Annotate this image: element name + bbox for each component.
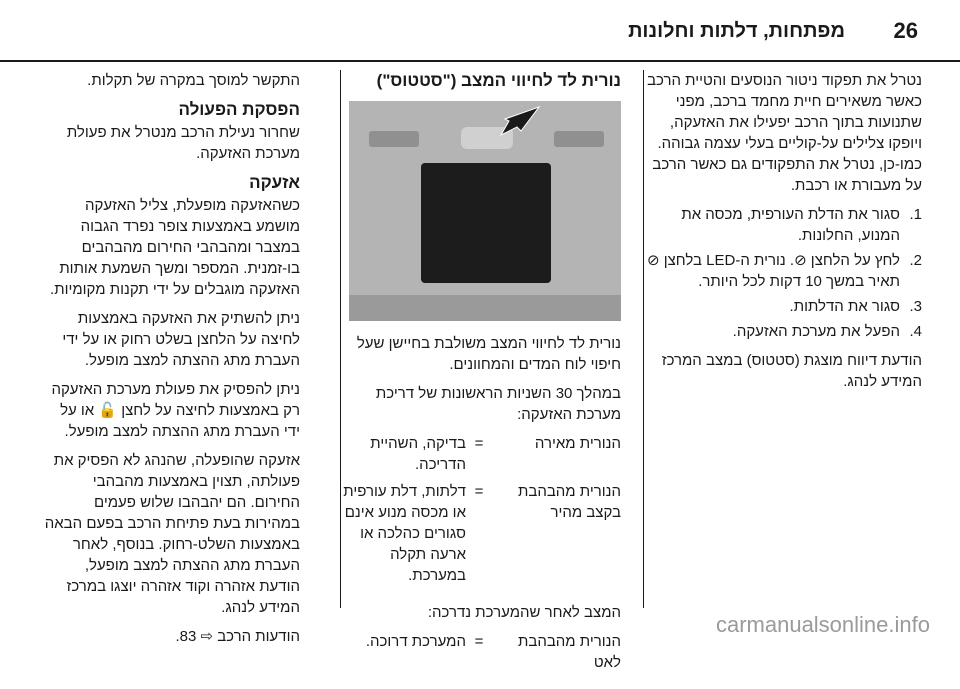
state-meaning: המערכת דרוכה. bbox=[365, 633, 466, 650]
right-column bbox=[642, 70, 922, 400]
state-meaning: דלתות, דלת עורפית או מכסה מנוע אינם סגורים כהלכה או ארעה תקלה במערכת. bbox=[343, 483, 466, 584]
right-outro-text: הודעת דיווח מוצגת (סטטוס) במצב המרכז המידע לנהג. bbox=[661, 352, 922, 390]
vehicle-messages-reference: הודעות הרכב ⇨ 83. bbox=[175, 628, 300, 645]
left-column bbox=[40, 70, 300, 655]
state-cell: הנורית מהבהבת בקצב מהיר bbox=[517, 483, 621, 521]
arrow-pointing-to-led-icon bbox=[499, 105, 543, 137]
step-item: 3. סגור את הדלתות. bbox=[789, 298, 922, 315]
equals-sign: = bbox=[474, 435, 484, 452]
deactivation-heading: הפסקת הפעולה bbox=[178, 100, 300, 119]
left-intro-text: התקשר למוסך במקרה של תקלות. bbox=[87, 72, 300, 89]
armed-state-table bbox=[337, 631, 621, 679]
right-intro-text: נטרל את תפקוד ניטור הנוסעים והטיית הרכב כאשר משאירים חיית מחמד ברכב, מפני שתנועות בתוך הרכב יפעילו את האזעקה, ויופקו צלילים על-קוליים בעלי עצמה גבוהה. כמו-כן, נטרל את התפקודים גם כאשר הרכב על מעבורת או רכבת. bbox=[647, 72, 922, 194]
state-cell: הנורית מאירה bbox=[534, 435, 621, 452]
air-vent-right bbox=[554, 131, 604, 147]
alarm-text-4: אזעקה שהופעלה, שהנהג לא הפסיק את פעולתה, תצוין באמצעות מהבהבי החירום. הם יהבהבו שלוש פעמים במהירות בעת פתיחת הרכב בפעם הבאה באמצעות השלט-רחוק. בנוסף, לאחר העברת מתג ההצתה למצב מופעל, הודעת אזהרה וקוד אזהרה יוצגו במרכז המידע לנהג. bbox=[44, 452, 300, 616]
step-item: 4. הפעל את מערכת האזעקה. bbox=[732, 323, 922, 340]
led-state-table bbox=[337, 433, 621, 592]
watermark: carmanualsonline.info bbox=[715, 612, 930, 637]
page-number: 26 bbox=[893, 18, 918, 43]
info-display bbox=[421, 163, 551, 283]
alarm-text-2: ניתן להשתיק את האזעקה באמצעות לחיצה על הלחצן בשלט רחוק או על ידי העברת מתג ההצתה למצב מופעל. bbox=[62, 310, 300, 369]
step-item: 2. לחץ על הלחצן ⊘. נורית ה-LED בלחצן ⊘ תאיר במשך 10 דקות לכל היותר. bbox=[647, 252, 922, 290]
page-title: מפתחות, דלתות וחלונות bbox=[628, 20, 845, 42]
armed-state-text: המצב לאחר שהמערכת נדרכה: bbox=[427, 604, 621, 621]
step-item: 1. סגור את הדלת העורפית, מכסה את המנוע, החלונות. bbox=[681, 206, 922, 244]
page-header bbox=[0, 0, 960, 60]
state-cell: הנורית מהבהבת לאט bbox=[517, 633, 621, 671]
alarm-heading: אזעקה bbox=[249, 173, 300, 192]
dashboard-photo bbox=[349, 101, 621, 321]
equals-sign: = bbox=[474, 483, 484, 500]
alarm-text-3: ניתן להפסיק את פעולת מערכת האזעקה רק באמצעות לחיצה על לחצן 🔓 או על ידי העברת מתג ההצתה למצב מופעל. bbox=[51, 381, 300, 440]
middle-column bbox=[337, 70, 621, 689]
equals-sign: = bbox=[474, 633, 484, 650]
first-30s-text: במהלך 30 השניות הראשונות של דריכת מערכת האזעקה: bbox=[375, 385, 621, 423]
state-meaning: בדיקה, השהיית הדריכה. bbox=[370, 435, 466, 473]
air-vent-left bbox=[369, 131, 419, 147]
status-led-heading: נורית לד לחיווי המצב ("סטטוס") bbox=[376, 71, 621, 90]
header-divider bbox=[0, 60, 960, 62]
steps-list bbox=[642, 204, 922, 342]
deactivation-text: שחרור נעילת הרכב מנטרל את פעולת מערכת האזעקה. bbox=[66, 124, 300, 162]
alarm-text-1: כשהאזעקה מופעלת, צליל האזעקה מושמע באמצעות צופר נפרד הגבוה במצבר ומהבהבי החירום מהבהבים בו-זמנית. המספר ומשך השמעת אותות האזעקה מוגבלים על ידי תקנות מקומיות. bbox=[50, 197, 300, 298]
led-location-text: נורית לד לחיווי המצב משולבת בחיישן שעל חיפוי לוח המדים והמחוונים. bbox=[356, 335, 621, 373]
console-bottom bbox=[349, 295, 621, 321]
